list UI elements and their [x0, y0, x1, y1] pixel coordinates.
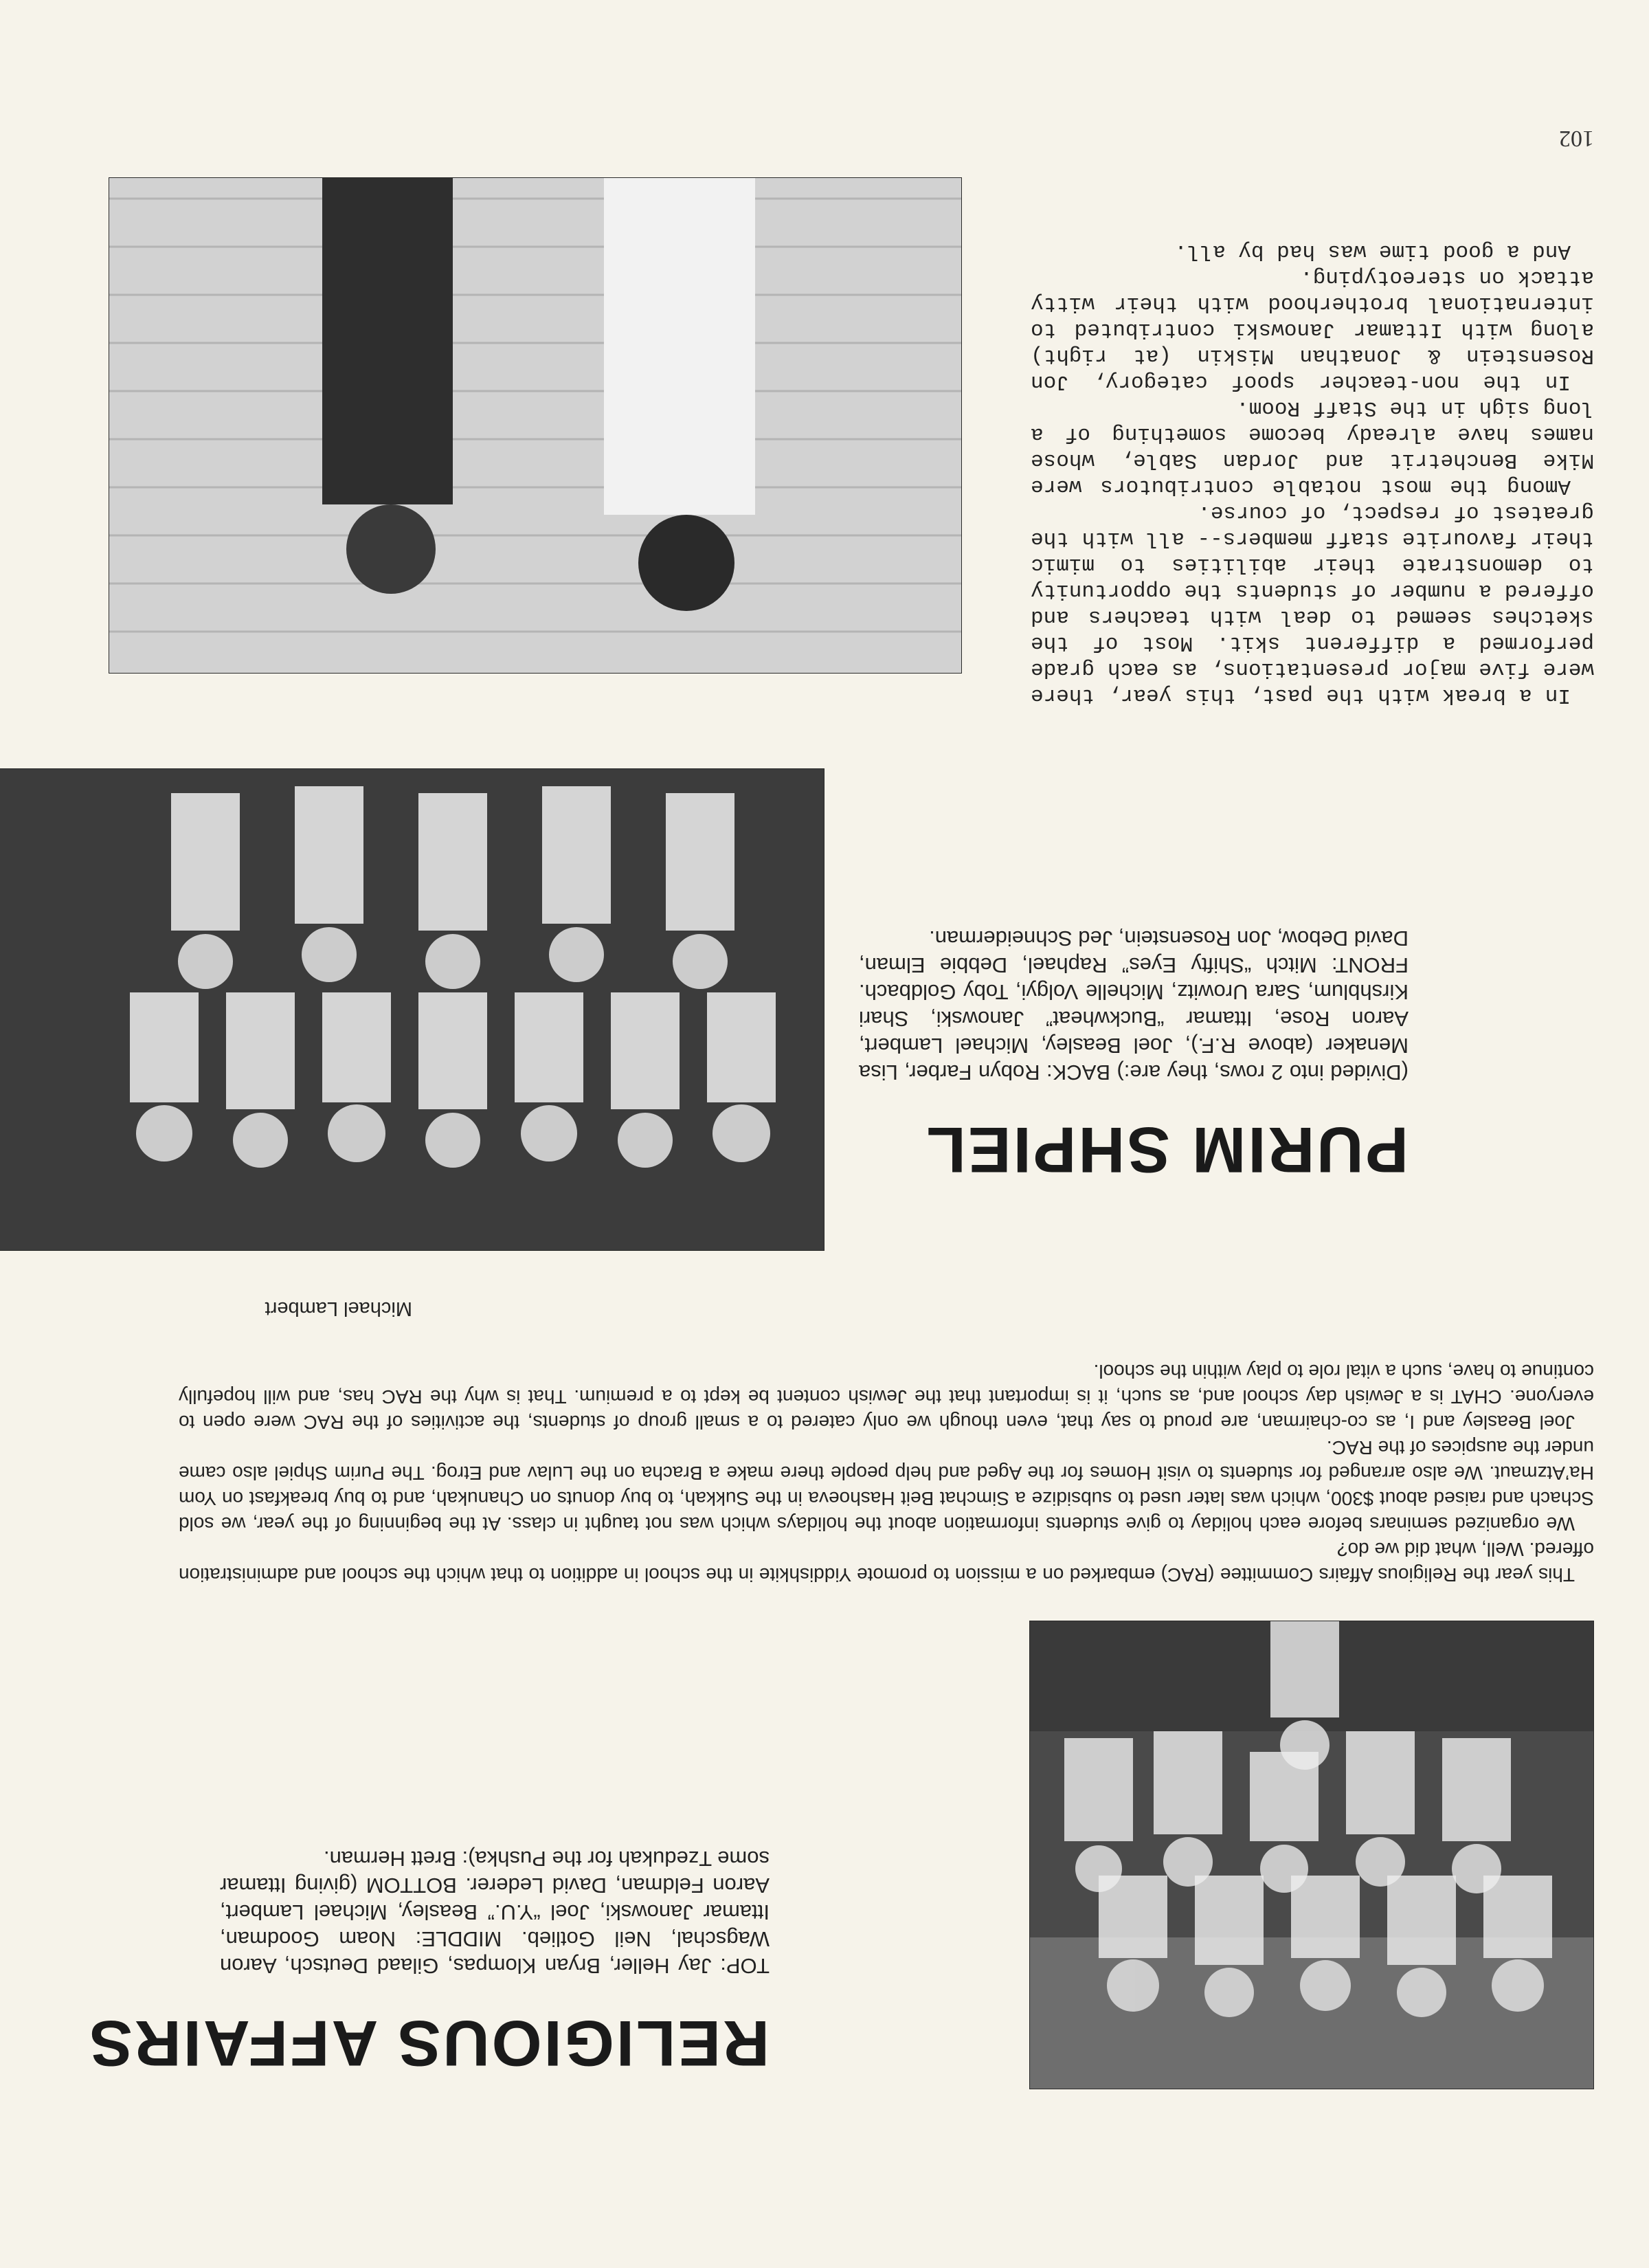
- religious-affairs-photo: [1029, 1621, 1594, 2089]
- purim-shpiel-heading: PURIM SHPIEL: [924, 1114, 1409, 1186]
- article-paragraph: In a break with the past, this year, there were five major presentations, as each grade performed a different skit. Most of the sketches seemed to deal with teachers and offered a number of students the opportunity to demonstrate their abilities to mimic their favourite staff members-- all with the greatest of respect, of course.: [1031, 500, 1594, 707]
- article-paragraph: Joel Beasley and I, as co-chairman, are proud to say that, even though we only catered to a small group of students, the activities of the RAC were open to everyone. CHAT is a Jewish day school and, as such, it is important that the Jewish content be kept to a premium. That is why the RAC has, and will hopefully continue to have, such a vital role to play within the school.: [179, 1361, 1594, 1433]
- page-number: 102: [1559, 126, 1594, 151]
- religious-affairs-article: [179, 1359, 1594, 1588]
- purim-group-image: [0, 769, 824, 1250]
- article-paragraph: This year the Religious Affairs Committee (RAC) embarked on a mission to promote Yiddishkite in the school in addition to that which the school and administration offered. Well, what did we do?: [179, 1539, 1594, 1586]
- purim-shpiel-caption: (Divided into 2 rows, they are:) BACK: Robyn Farber, Lisa Menaker (above R.F.), Joel Beasley, Michael Lambert, Aaron Rose, Ittamar “Buckwheat” Janowski, Shari Kirshblum, Sara Urowitz, Michelle Volgyi, Toby Goldbach. FRONT: Mitch “Shifty Eyes” Raphael, Debbie Elman, David Debow, Jon Rosenstein, Jed Schneiderman.: [859, 926, 1409, 1085]
- religious-affairs-heading: RELIGIOUS AFFAIRS: [87, 2008, 770, 2080]
- group-photo-image: [1030, 1621, 1593, 2089]
- purim-shpiel-article: [1031, 238, 1594, 708]
- purim-skit-photo: [109, 177, 962, 674]
- article-paragraph: In the non-teacher spoof category, Jon Rosenstein & Jonathan Miskin (at right) along with Ittamar Janowski contributed to international brotherhood with their witty attack on stereotyping.: [1031, 265, 1594, 394]
- religious-affairs-caption: TOP: Jay Heller, Bryan Klompas, Gilaad Deutsch, Aaron Wagschal, Neil Gotlieb. MIDDLE: Noam Goodman, Ittamar Janowski, Joel “Y.U.” Beasley, Michael Lambert, Aaron Feldman, David Lederer. BOTTOM (giving Ittamar some Tzedukah for the Pushka): Brett Herman.: [220, 1847, 770, 1978]
- purim-shpiel-group-photo: [0, 768, 824, 1251]
- skit-image: [109, 178, 961, 673]
- article-paragraph: And a good time was had by all.: [1174, 239, 1571, 263]
- article-signature: Michael Lambert: [265, 1298, 412, 1320]
- article-paragraph: We organized seminars before each holiday to give students information about the holidays which was not taught in class. At the beginning of the year, we sold Schach and raised about $300, which was later used to subsidize a Simchat Beit Hashoeva in the Sukkah, to buy donuts on Chanukah, and to buy breakfast on Yom Ha’Atzmaut. We also arranged for students to visit Homes for the Aged and help people there make a Bracha on the Lulav and Etrog. The Purim Shpiel also came under the auspices of the RAC.: [179, 1437, 1594, 1535]
- article-paragraph: Among the most notable contributors were Mike Benchetrit and Jordan Sable, whose names have already become something of a long sigh in the Staff Room.: [1031, 396, 1594, 498]
